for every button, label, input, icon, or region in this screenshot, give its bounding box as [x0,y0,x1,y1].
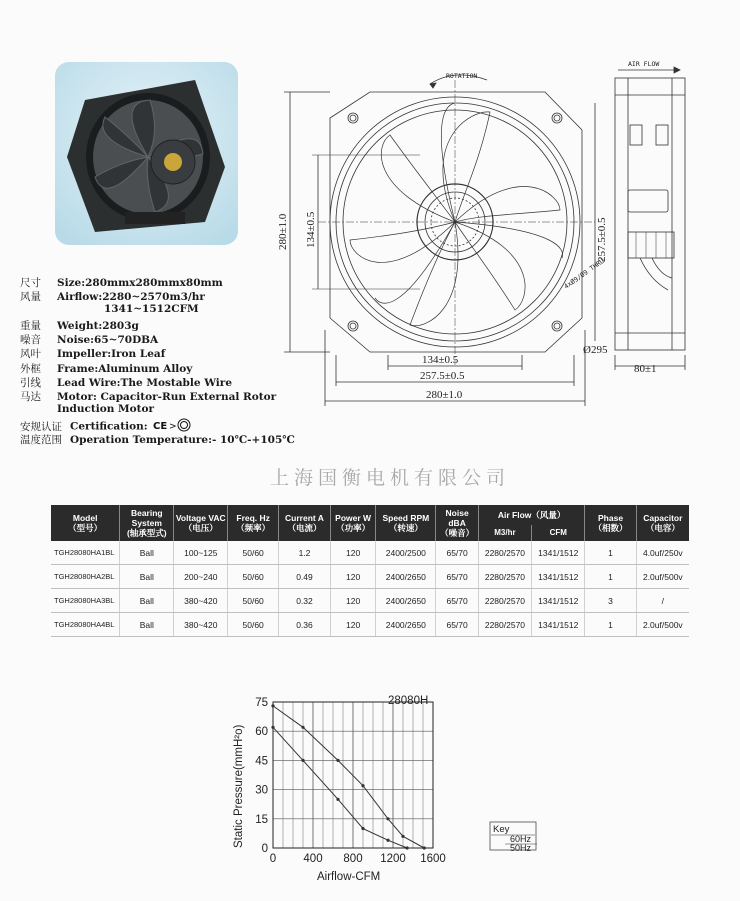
data-point [271,726,274,729]
spec-zh: 尺寸 [20,277,41,289]
data-point [271,704,274,707]
spec-en: Motor: Capacitor-Run External Rotor [57,391,277,403]
table-cell: Ball [120,541,174,565]
table-row [51,565,689,589]
fan-blades [350,103,563,326]
dim-280-vertical: 280±1.0 [277,213,289,250]
chart-legend [490,822,537,853]
table-cell: TGH28080HA4BL [51,613,120,637]
legend-title: Key [493,824,510,835]
dim-134-horizontal: 134±0.5 [422,354,459,366]
hole-label: 4xØ9/Ø9 THRU [562,257,606,291]
table-row [51,613,689,637]
th-zh: （电流） [287,523,322,533]
th-model [51,505,120,541]
th-phase [585,505,636,541]
spec-zh: 安规认证 [20,420,62,433]
th-zh: （转速） [388,523,423,533]
chart-xlabel: Airflow-CFM [317,871,381,883]
table-cell: 50/60 [228,613,279,637]
th-power [330,505,375,541]
th-airflow-m3: M3/hr [478,525,531,541]
table-cell: 2400/2650 [376,589,436,613]
y-tick-label: 0 [261,843,268,855]
spec-en: Size:280mmx280mmx80mm [57,277,223,289]
table-cell: Ball [120,589,174,613]
th-en: Model [72,513,98,523]
legend-item-50hz: 50Hz [510,843,532,853]
table-row [51,541,689,565]
th-zh: （功率） [336,523,371,533]
th-speed [376,505,436,541]
table-cell: 1.2 [278,541,330,565]
table-cell: 2400/2650 [376,565,436,589]
y-tick-label: 75 [255,697,268,709]
data-point [386,817,389,820]
table-cell: 65/70 [436,613,478,637]
table-cell: 120 [330,613,375,637]
chart-ticks [255,697,446,865]
data-point [336,798,339,801]
data-point [386,839,389,842]
spec-zh: 引线 [20,377,41,389]
spec-zh: 温度范围 [20,434,62,446]
company-name: 上海国衡电机有限公司 [269,467,510,489]
th-zh: （电容） [645,523,680,533]
side-view-outline [615,78,685,350]
th-current [278,505,330,541]
table-cell: 1 [585,613,636,637]
series-line-60hz [273,706,424,848]
x-tick-label: 1200 [380,853,406,865]
x-tick-label: 400 [303,853,323,865]
table-cell: 2.0uf/500v [636,565,689,589]
table-cell: 200~240 [174,565,228,589]
x-tick-label: 800 [343,853,363,865]
table-cell: 50/60 [228,589,279,613]
spec-table [51,505,689,637]
airflow-label: AIR FLOW [628,60,660,68]
data-point [336,759,339,762]
th-zh: (轴承型式) [126,528,167,538]
rotation-label: ROTATION [446,72,478,80]
dim-134-vertical: 134±0.5 [305,211,317,248]
spec-en: Certification: [70,420,148,433]
table-cell: 2280/2570 [478,565,531,589]
th-voltage [174,505,228,541]
spec-en: Weight:2803g [57,320,139,332]
table-cell: 1341/1512 [532,541,585,565]
table-cell: 65/70 [436,565,478,589]
y-tick-label: 45 [255,755,268,768]
table-cell: TGH28080HA2BL [51,565,120,589]
spec-en: Frame:Aluminum Alloy [57,363,193,375]
table-cell: 1 [585,565,636,589]
th-zh: （电压） [183,523,218,533]
spec-en: Lead Wire:The Mostable Wire [57,377,232,389]
table-cell: 120 [330,589,375,613]
data-point [301,759,304,762]
th-en: Speed RPM [382,513,430,523]
dim-257-vertical: 257.5±0.5 [596,217,608,262]
table-cell: 380~420 [174,589,228,613]
th-bearing [120,505,174,541]
table-cell: 2280/2570 [478,541,531,565]
dim-257-horizontal: 257.5±0.5 [420,370,465,382]
table-cell: 1341/1512 [532,589,585,613]
capacitor-box [628,190,668,212]
table-cell: 2400/2500 [376,541,436,565]
dim-295: Ø295 [583,344,608,356]
data-point [401,835,404,838]
table-cell: Ball [120,613,174,637]
spec-en: Impeller:Iron Leaf [57,348,166,360]
table-cell: 50/60 [228,541,279,565]
th-capacitor [636,505,689,541]
table-cell: Ball [120,565,174,589]
th-en: Power W [335,513,372,523]
svg-text:CE: CE [152,421,168,432]
th-freq [228,505,279,541]
spec-zh: 风叶 [20,348,41,360]
table-cell: TGH28080HA1BL [51,541,120,565]
table-cell: / [636,589,689,613]
y-tick-label: 30 [255,784,268,797]
dim-80: 80±1 [634,363,657,375]
dim-280-horizontal: 280±1.0 [426,389,463,401]
table-body [51,541,689,637]
terminal-block [628,232,674,258]
table-cell: 2.0uf/500v [636,613,689,637]
table-cell: 0.32 [278,589,330,613]
spec-en: 1341~1512CFM [104,303,199,315]
x-tick-label: 0 [269,853,277,865]
chart-title: 28080H [388,695,429,707]
table-cell: 380~420 [174,613,228,637]
data-point [423,846,426,849]
spec-zh: 重量 [20,320,41,332]
th-airflow: Air Flow（风量） [478,505,585,525]
table-cell: 65/70 [436,541,478,565]
chart-series [271,704,425,849]
th-en: Freq. Hz [236,513,270,523]
table-cell: 65/70 [436,589,478,613]
data-point [406,846,409,849]
y-tick-label: 15 [255,813,268,826]
x-tick-label: 1600 [420,853,446,865]
performance-chart [225,690,555,890]
data-point [361,784,364,787]
th-en: Voltage VAC [175,513,226,523]
spec-en: Induction Motor [57,403,155,415]
svg-text:>: > [168,422,177,432]
y-tick-label: 60 [255,726,268,739]
th-en: Noise dBA [445,508,469,528]
th-en: Bearing System [130,508,163,528]
th-noise [436,505,478,541]
table-cell: 0.49 [278,565,330,589]
data-point [361,827,364,830]
table-cell: 0.36 [278,613,330,637]
th-en: Capacitor [643,513,683,523]
spec-zh: 噪音 [20,334,41,346]
th-zh: （相数） [593,523,628,533]
spec-en: Airflow:2280~2570m3/hr [57,291,205,303]
th-en: Current A [285,513,324,523]
table-cell: 3 [585,589,636,613]
table-cell: 4.0uf/250v [636,541,689,565]
spec-zh: 风量 [20,291,41,303]
table-cell: TGH28080HA3BL [51,589,120,613]
table-cell: 2280/2570 [478,589,531,613]
th-airflow-cfm: CFM [532,525,585,541]
table-cell: 2280/2570 [478,613,531,637]
legend-item-60hz: 60Hz [510,834,532,844]
chart-ylabel: Static Pressure(mmH²o) [233,724,245,848]
table-cell: 50/60 [228,565,279,589]
spec-en: Operation Temperature:- 10℃-+105℃ [70,434,295,446]
table-cell: 1341/1512 [532,613,585,637]
th-zh: （噪音） [440,528,475,538]
data-point [301,726,304,729]
spec-zh: 外框 [20,363,41,375]
spec-en: Noise:65~70DBA [57,334,159,346]
table-cell: 1341/1512 [532,565,585,589]
spec-zh: 马达 [20,391,41,403]
table-cell: 1 [585,541,636,565]
table-cell: 120 [330,565,375,589]
table-cell: 100~125 [174,541,228,565]
th-zh: （型号） [68,523,103,533]
th-en: Phase [598,513,624,523]
table-cell: 120 [330,541,375,565]
table-cell: 2400/2650 [376,613,436,637]
th-zh: （频率） [236,523,271,533]
table-row [51,589,689,613]
